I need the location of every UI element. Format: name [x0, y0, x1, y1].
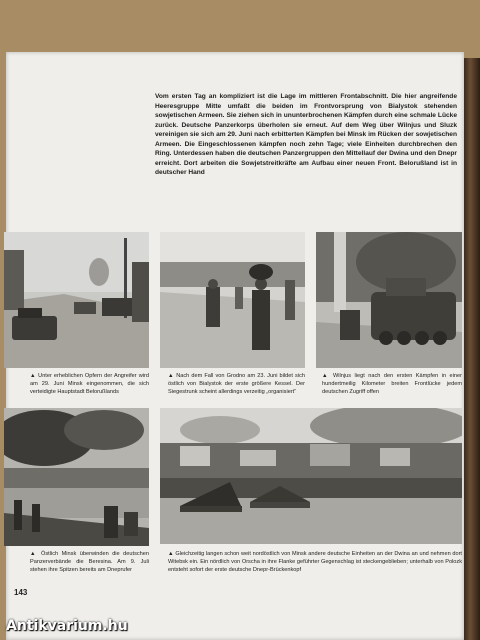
body-paragraph: Vom ersten Tag an kompliziert ist die Lage im mittleren Frontabschnitt. Die hier angreifende Heeresgruppe Mitte umfaßt die beiden im Frontvorsprung von Bialystok stehenden sowjetischen Armeen. Sie ziehen sich in ununterbrochenen Kämpfen durch eine schmale Lücke zurück. Deutsche Panzerkorps überholen sie erneut. Auf dem Weg über Wilnjus und Sluzk vereinigen sie sich am 29. Juni nach erbitterten Kämpfen bei Minsk im Rücken der sowjetischen Armeen. Die Eingeschlossenen kämpfen noch zehn Tage; viele Einheiten durchbrechen den Ring. Unterdessen haben die deutschen Panzergruppen den Mittellauf der Dwina und den Dnepr erreicht. Dort arbeiten die Sowjetstreitkräfte am Aufbau einer neuen Front. Belorußland ist in deutscher Hand — [155, 93, 457, 176]
photo-soldiers-barrel — [160, 232, 305, 368]
caption-soldiers-barrel: ▲ Nach dem Fall von Grodno am 23. Juni bildet sich östlich von Bialystok der erste größere Kessel. Der Siegestrunk scheint allerdings verzeitig „organisiert“ — [168, 373, 305, 396]
photo-minsk-street — [4, 232, 149, 368]
caption-minsk-street: ▲ Unter erheblichen Opfern der Angreifer wird am 29. Juni Minsk eingenommen, die sich verteidigte Hauptstadt Belorußlands — [30, 373, 149, 396]
book-spine — [464, 58, 480, 640]
photo-wilnjus-tanks-image — [316, 232, 462, 368]
caption-beresina-crossing: ▲ Östlich Minsk überwinden die deutschen Panzerverbände die Beresina. Am 9. Juli stehen ihre Spitzen bereits am Dneprufer — [30, 551, 149, 574]
photo-minsk-street-image — [4, 232, 149, 368]
caption-witebsk-river: ▲ Gleichzeitig langen schon weit nordöstlich von Minsk andere deutsche Einheiten an der Dwina an und nehmen dort Witebsk ein. Ein nördlich von Orscha in ihre Flanke geführter Gegenschlag ist steckengeblieben; unterhalb von Polozk entsteht sofort der erste deutsche Dnepr-Brückenkopf — [168, 551, 462, 574]
photo-beresina-crossing-image — [4, 408, 149, 546]
photo-witebsk-river-image — [160, 408, 462, 544]
photo-soldiers-barrel-image — [160, 232, 305, 368]
page-number: 143 — [14, 588, 28, 597]
photo-beresina-crossing — [4, 408, 149, 546]
caption-wilnjus-tanks: ▲ Wilnjus liegt nach den ersten Kämpfen in einer hundertmeilig Kilometer breiten Frontlücke jedem deutschen Zugriff offen — [322, 373, 462, 396]
watermark: Antikvarium.hu — [6, 618, 128, 634]
photo-witebsk-river — [160, 408, 462, 544]
photo-wilnjus-tanks — [316, 232, 462, 368]
